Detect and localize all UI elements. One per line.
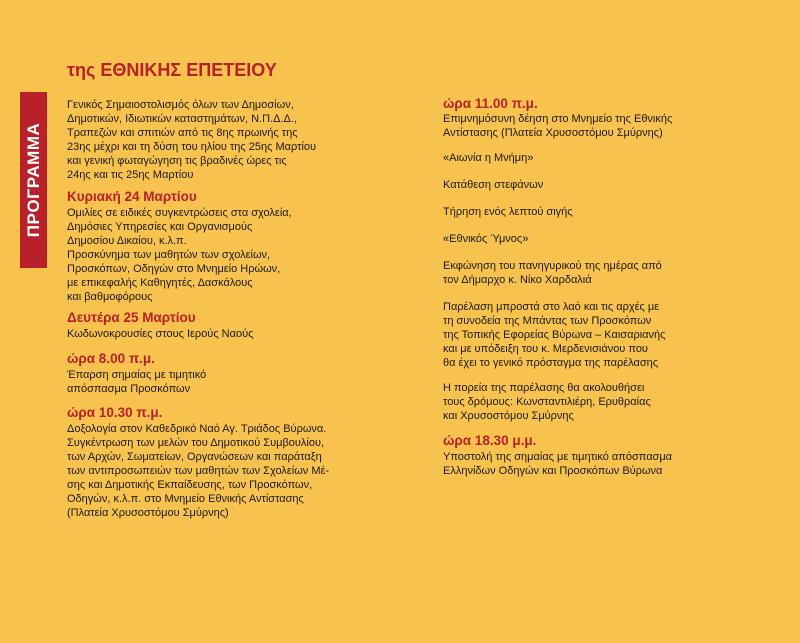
time-0800-text: Έπαρση σημαίας με τιμητικό απόσπασμα Προσκόπων: [67, 369, 207, 395]
time-1100-heading: ώρα 11.00 π.μ.: [443, 96, 538, 111]
time-1830-text: Υποστολή της σημαίας με τιμητικό απόσπασμα Ελληνίδων Οδηγών και Προσκόπων Βύρωνα: [443, 451, 673, 477]
monday-text: Κωδωνοκρουσίες στους Ιερούς Ναούς: [67, 328, 254, 340]
time-0800-heading: ώρα 8.00 π.μ.: [67, 351, 155, 366]
time-1030-text: Δοξολογία στον Καθεδρικό Ναό Αγ. Τριάδος Βύρωνα. Συγκέντρωση των μελών του Δημοτικού Συμβουλίου, των Αρχών, Σωματείων, Οργανώσεων και παράταξη των αντιπροσωπειών των μαθητών των Σχολείων Μέ- σης και Δημοτικής Εκπαίδευσης, των Προσκόπων, Οδηγών, κ.λ.π. στο Μνημείο Εθνικής Αντίστασης (Πλατεία Χρυσοστόμου Σμύρνης): [67, 423, 330, 519]
time-1030-heading: ώρα 10.30 π.μ.: [67, 405, 163, 420]
sunday-text: Ομιλίες σε ειδικές συγκεντρώσεις στα σχολεία, Δημόσιες Υπηρεσίες και Οργανισμούς Δημοσίου Δικαίου, κ.λ.π. Προσκύνημα των μαθητών των σχολείων, Προσκόπων, Οδηγών στο Μνημείο Ηρώων, με επικεφαλής Καθηγητές, Δασκάλους και βαθμοφόρους: [67, 207, 292, 303]
ceremony-item: «Αιωνία η Μνήμη»: [443, 152, 534, 164]
parade-route-text: Η πορεία της παρέλασης θα ακολουθήσει τους δρόμους: Κωνσταντιλιέρη, Ερυθραίας και Χρυσοστόμου Σμύρνης: [443, 382, 651, 422]
ceremony-item: Κατάθεση στεφάνων: [443, 179, 544, 191]
ceremony-item: «Εθνικός Ύμνος»: [443, 233, 529, 245]
time-1100-text: Επιμνημόσυνη δέηση στο Μνημείο της Εθνικής Αντίστασης (Πλατεία Χρυσοστόμου Σμύρνης): [443, 113, 673, 139]
ceremony-item: Τήρηση ενός λεπτού σιγής: [443, 206, 573, 218]
intro-text: Γενικός Σημαιοστολισμός όλων των Δημοσίων, Δημοτικών, Ιδιωτικών καταστημάτων, Ν.Π.Δ.Δ., Τραπεζών και σπιτιών από τις 8ης πρωινής της 23ης μέχρι και τη δύση του ηλίου της 25ης Μαρτίου και γενική φωταγώγηση τις βραδινές ώρες τις 24ης και τις 25ης Μαρτίου: [67, 99, 317, 181]
sunday-heading: Κυριακή 24 Μαρτίου: [67, 189, 197, 204]
monday-heading: Δευτέρα 25 Μαρτίου: [67, 310, 196, 325]
parade-text: Παρέλαση μπροστά στο λαό και τις αρχές με τη συνοδεία της Μπάντας των Προσκόπων της Τοπικής Εφορείας Βύρωνα – Καισαριανής και με υπόδειξη του κ. Μερδενισιάνου που θα έχει το γενικό πρόσταγμα της παρέλασης: [443, 301, 666, 369]
time-1830-heading: ώρα 18.30 μ.μ.: [443, 433, 537, 448]
sidebar-label: ΠΡΟΓΡΑΜΜΑ: [23, 122, 43, 238]
ceremony-item: Εκφώνηση του πανηγυρικού της ημέρας από τον Δήμαρχο κ. Νίκο Χαρδαλιά: [443, 260, 662, 286]
program-sidebar-tab: [20, 92, 47, 268]
page-title: της ΕΘΝΙΚΗΣ ΕΠΕΤΕΙΟΥ: [67, 60, 277, 80]
